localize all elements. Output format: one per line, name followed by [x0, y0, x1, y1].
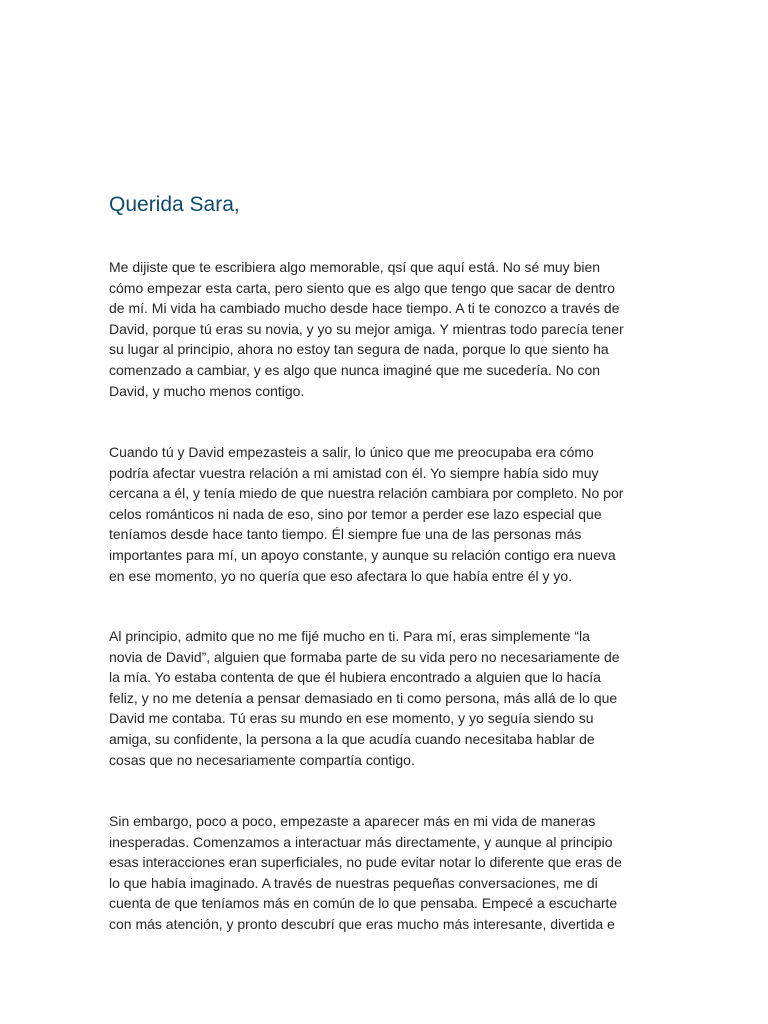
paragraph-line: la mía. Yo estaba contenta de que él hubiera encontrado a alguien que lo hacía [109, 669, 601, 686]
paragraph-line: con más atención, y pronto descubrí que eras mucho más interesante, divertida e [109, 915, 615, 932]
paragraph-line: novia de David”, alguien que formaba parte de su vida pero no necesariamente de [109, 648, 620, 665]
paragraph-line: en ese momento, yo no quería que eso afectara lo que había entre él y yo. [109, 567, 573, 584]
paragraph-line: cosas que no necesariamente compartía contigo. [109, 751, 415, 768]
letter-paragraph [109, 626, 620, 770]
paragraph-line: comenzado a cambiar, y es algo que nunca imaginé que me sucedería. No con [109, 361, 601, 378]
paragraph-line: su lugar al principio, ahora no estoy tan segura de nada, porque lo que siento ha [109, 341, 609, 358]
paragraph-line: Cuando tú y David empezasteis a salir, lo único que me preocupaba era cómo [109, 444, 594, 460]
paragraph-line: lo que había imaginado. A través de nuestras pequeñas conversaciones, me di [109, 874, 598, 891]
paragraph-line: feliz, y no me detenía a pensar demasiado en ti como persona, más allá de lo que [109, 689, 618, 706]
paragraph-line: esas interacciones eran superficiales, no pude evitar notar lo diferente que eras de [109, 854, 622, 871]
paragraph-line: David, porque tú eras su novia, y yo su mejor amiga. Y mientras todo parecía tener [109, 320, 624, 337]
paragraph-line: celos románticos ni nada de eso, sino por temor a perder ese lazo especial que [109, 505, 602, 522]
paragraph-line: Me dijiste que te escribiera algo memorable, qsí que aquí está. No sé muy bien [109, 259, 601, 275]
paragraph-line: amiga, su confidente, la persona a la que acudía cuando necesitaba hablar de [109, 730, 595, 747]
paragraph-line: cercana a él, y tenía miedo de que nuestra relación cambiara por completo. No por [109, 485, 624, 502]
letter-paragraph [109, 257, 624, 401]
letter-greeting: Querida Sara, [109, 193, 240, 216]
paragraph-line: David me contaba. Tú eras su mundo en ese momento, y yo seguía siendo su [109, 710, 594, 727]
paragraph-line: inesperadas. Comenzamos a interactuar más directamente, y aunque al principio [109, 833, 613, 850]
paragraph-line: podría afectar vuestra relación a mi amistad con él. Yo siempre había sido muy [109, 464, 599, 481]
paragraph-line: teníamos desde hace tanto tiempo. Él siempre fue una de las personas más [109, 526, 582, 543]
paragraph-line: cuenta de que teníamos más en común de lo que pensaba. Empecé a escucharte [109, 895, 618, 912]
paragraph-line: David, y mucho menos contigo. [109, 382, 305, 399]
paragraph-line: de mí. Mi vida ha cambiado mucho desde hace tiempo. A ti te conozco a través de [109, 300, 620, 317]
letter-paragraph [109, 811, 622, 935]
paragraph-line: Al principio, admito que no me fijé mucho en ti. Para mí, eras simplemente “la [109, 628, 590, 644]
paragraph-line: Sin embargo, poco a poco, empezaste a aparecer más en mi vida de maneras [109, 813, 596, 829]
paragraph-line: cómo empezar esta carta, pero siento que es algo que tengo que sacar de dentro [109, 279, 615, 296]
paragraph-line: importantes para mí, un apoyo constante, y aunque su relación contigo era nueva [109, 546, 616, 563]
letter-paragraph [109, 442, 623, 586]
